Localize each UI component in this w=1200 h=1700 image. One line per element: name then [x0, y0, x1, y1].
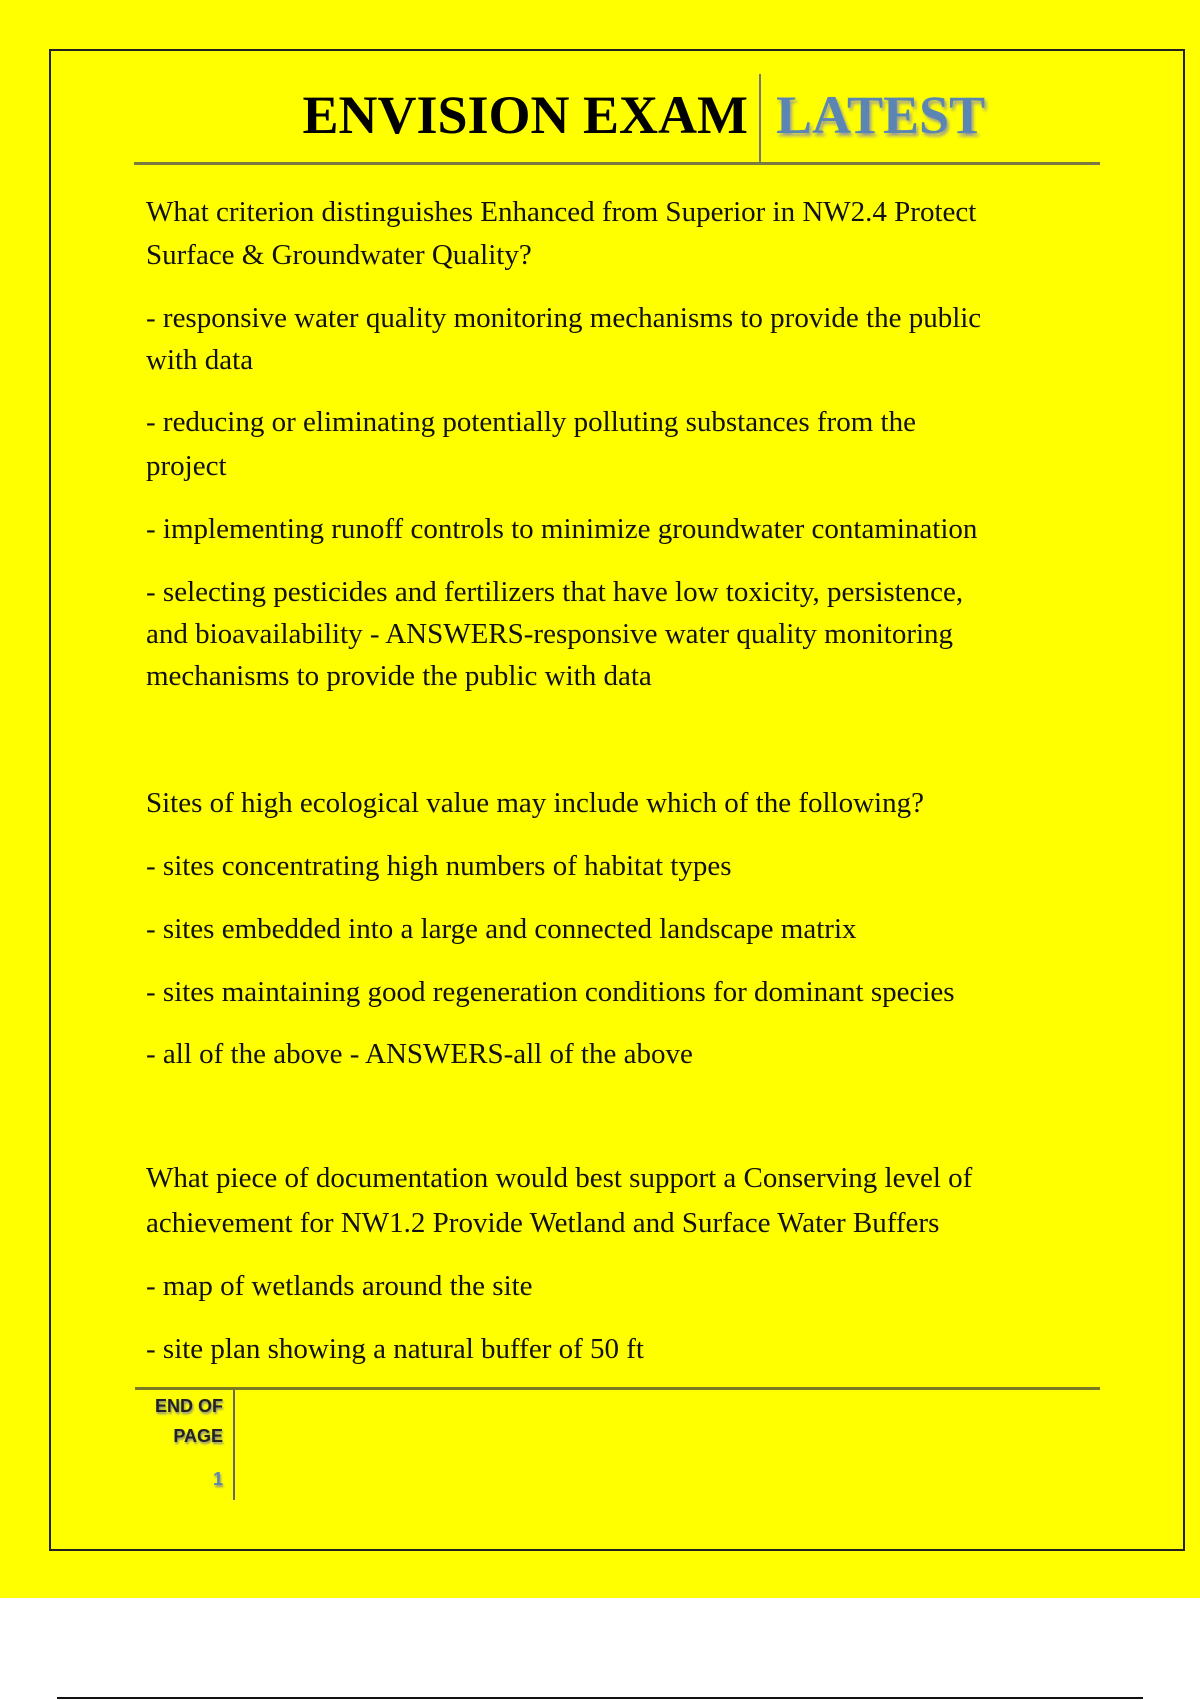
question-text: Sites of high ecological value may include which of the following?: [146, 787, 924, 819]
answer-option: - all of the above - ANSWERS-all of the above: [146, 1038, 693, 1070]
footer-rule: [135, 1387, 1100, 1390]
page-header: [0, 80, 1200, 160]
footer-label: PAGE: [173, 1426, 223, 1446]
footer-label: END OF: [154, 1396, 223, 1416]
question-text: What criterion distinguishes Enhanced from Superior in NW2.4 Protect: [146, 196, 977, 228]
question-text: What piece of documentation would best support a Conserving level of: [146, 1162, 973, 1194]
answer-option: project: [146, 450, 227, 482]
title-divider: [759, 74, 761, 164]
answer-option: - sites maintaining good regeneration conditions for dominant species: [146, 976, 955, 1008]
answer-option: mechanisms to provide the public with data: [146, 660, 652, 692]
answer-option: and bioavailability - ANSWERS-responsive water quality monitoring: [146, 618, 954, 650]
answer-option: - selecting pesticides and fertilizers that have low toxicity, persistence,: [146, 576, 964, 608]
answer-option: - responsive water quality monitoring mechanisms to provide the public: [146, 302, 982, 334]
question-text: Surface & Groundwater Quality?: [146, 239, 532, 271]
answer-option: - sites concentrating high numbers of habitat types: [146, 850, 732, 882]
answer-option: - sites embedded into a large and connected landscape matrix: [146, 913, 857, 945]
answer-option: - implementing runoff controls to minimize groundwater contamination: [146, 513, 978, 545]
next-page-rule: [57, 1697, 1143, 1699]
footer-divider: [233, 1390, 235, 1500]
page-title: ENVISION EXAM: [302, 85, 748, 145]
page-number: 1: [212, 1469, 223, 1489]
header-rule: [134, 162, 1100, 165]
answer-option: - reducing or eliminating potentially polluting substances from the: [146, 406, 916, 438]
answer-option: with data: [146, 344, 254, 376]
answer-option: - site plan showing a natural buffer of 50 ft: [146, 1333, 644, 1365]
title-accent: LATEST: [776, 85, 986, 145]
question-text: achievement for NW1.2 Provide Wetland and Surface Water Buffers: [146, 1207, 940, 1239]
answer-option: - map of wetlands around the site: [146, 1270, 533, 1302]
